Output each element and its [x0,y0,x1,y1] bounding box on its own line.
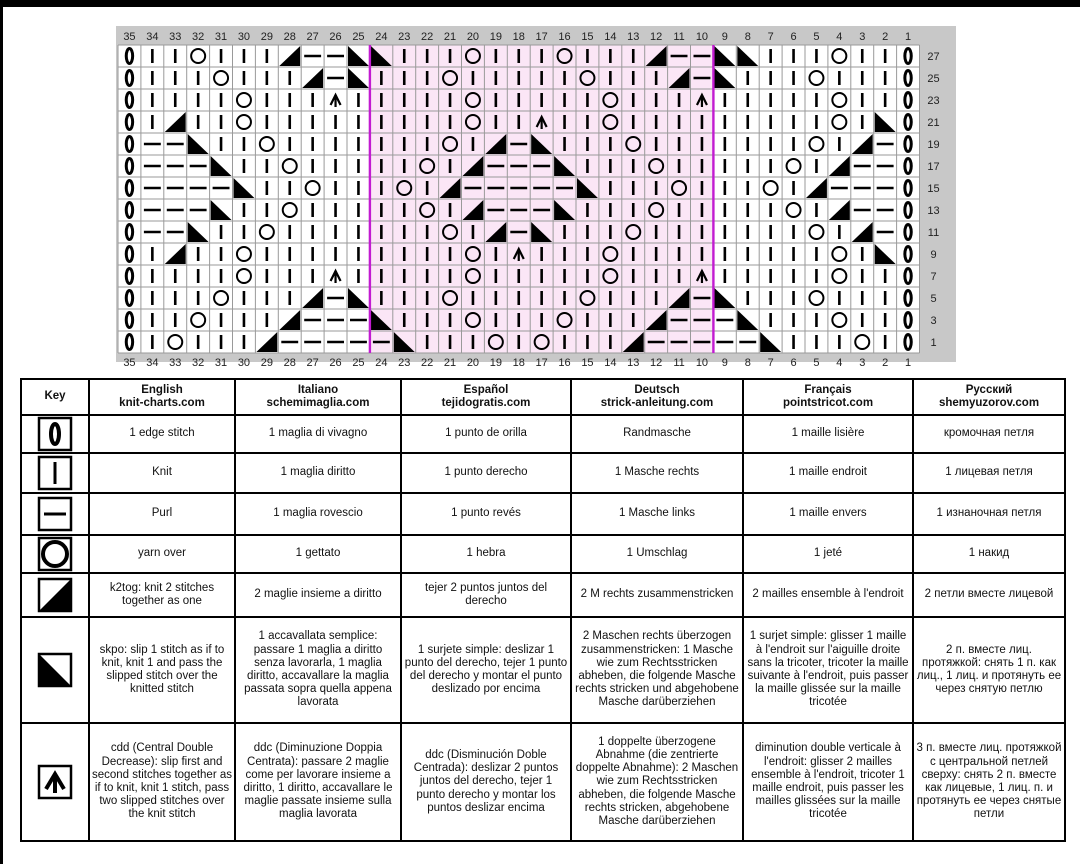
col-number-bottom: 12 [650,357,663,369]
legend-description: 1 punto de orilla [401,415,571,453]
header-site: schemimaglia.com [266,397,370,409]
col-number-top: 26 [329,31,342,43]
legend-row-knit [21,453,1065,493]
skpo-icon [37,652,73,688]
legend-key-cell [21,415,89,453]
legend-description: k2tog: knit 2 stitches together as one [89,573,235,617]
legend-key-cell [21,493,89,535]
col-number-bottom: 29 [260,357,273,369]
col-number-bottom: 28 [283,357,296,369]
legend-header-cell [743,379,913,415]
col-number-top: 10 [695,31,709,43]
col-number-bottom: 19 [489,357,502,369]
legend-key-cell [21,573,89,617]
legend-description: 1 Umschlag [571,535,743,573]
col-number-top: 22 [421,31,434,43]
col-number-top: 8 [744,31,751,43]
legend-description: 1 лицевая петля [913,453,1065,493]
legend-description: 1 surjete simple: deslizar 1 punto del derecho, tejer 1 punto del derecho y montar el punto deslizado por encima [401,617,571,723]
legend-description: 2 mailles ensemble à l'endroit [743,573,913,617]
legend-description: Purl [89,493,235,535]
header-site: tejidogratis.com [441,397,531,409]
col-number-bottom: 13 [627,357,640,369]
legend-key-cell [21,453,89,493]
legend-description: 1 punto revés [401,493,571,535]
row-number: 7 [930,271,937,283]
col-number-top: 7 [767,31,774,43]
legend-key-cell [21,723,89,841]
legend-description: skpo: slip 1 stitch as if to knit, knit 1 and pass the slipped stitch over the knitted stitch [89,617,235,723]
header-language: Español [463,383,509,396]
header-site: strick-anleitung.com [600,397,714,409]
col-number-top: 19 [489,31,502,43]
col-number-bottom: 3 [859,357,866,369]
col-number-bottom: 34 [146,357,159,369]
legend-description: кромочная петля [913,415,1065,453]
legend-row-edge-stitch [21,415,1065,453]
legend-header-cell [21,379,89,415]
legend-description: 1 jeté [743,535,913,573]
legend-description: 1 maglia diritto [235,453,401,493]
col-number-bottom: 25 [352,357,365,369]
legend-description: 1 maille endroit [743,453,913,493]
knit-icon [37,455,73,491]
col-number-top: 28 [283,31,296,43]
row-number: 15 [927,183,940,195]
col-number-bottom: 7 [767,357,774,369]
legend-body [21,415,1065,841]
col-number-bottom: 33 [169,357,182,369]
legend-header-cell [571,379,743,415]
row-number: 23 [927,95,940,107]
legend-description: 1 maglia rovescio [235,493,401,535]
legend-header-cell [89,379,235,415]
edge-stitch-icon [37,416,73,452]
col-number-top: 17 [535,31,548,43]
col-number-top: 33 [169,31,182,43]
knitting-chart [116,26,956,367]
col-number-top: 1 [904,31,912,43]
row-number: 1 [930,337,937,349]
col-number-bottom: 18 [512,357,525,369]
cdd-icon [37,764,73,800]
col-number-bottom: 11 [673,357,685,369]
col-number-top: 34 [146,31,159,43]
col-number-top: 35 [123,31,136,43]
header-language: Русский [965,383,1013,396]
legend-row-k2tog [21,573,1065,617]
header-language: Italiano [297,383,339,396]
col-number-top: 32 [192,31,205,43]
legend-description: 2 петли вместе лицевой [913,573,1065,617]
col-number-top: 30 [237,31,251,43]
col-number-bottom: 30 [237,357,251,369]
legend-key-cell [21,617,89,723]
legend-description: 1 maglia di vivagno [235,415,401,453]
k2tog-icon [37,577,73,613]
col-number-bottom: 21 [443,357,457,369]
header-language: Deutsch [634,383,680,396]
row-number: 27 [927,51,940,63]
chart-grid [116,26,956,369]
legend-description: ddc (Disminución Doble Centrada): deslizar 2 puntos juntos del derecho, tejer 1 punto derecho y montar los puntos deslizar encima [401,723,571,841]
col-number-bottom: 6 [790,357,797,369]
legend-row-skpo [21,617,1065,723]
legend-description: 2 maglie insieme a diritto [235,573,401,617]
row-number: 21 [927,117,940,129]
top-border [0,0,1080,7]
col-number-top: 24 [375,31,388,43]
col-number-bottom: 14 [604,357,617,369]
col-number-bottom: 9 [721,357,728,369]
col-number-bottom: 1 [904,357,912,369]
col-number-top: 3 [859,31,866,43]
header-site: shemyuzorov.com [938,397,1040,409]
legend-description: yarn over [89,535,235,573]
legend-description: 1 punto derecho [401,453,571,493]
header-site: pointstricot.com [782,397,874,409]
col-number-top: 9 [721,31,728,43]
col-number-top: 13 [627,31,640,43]
legend-description: 1 surjet simple: glisser 1 maille à l'endroit sur l'aiguille droite sans la tricoter, tricoter la maille suivante à l'endroit, puis passer la maille glissée sur la maille tricotée [743,617,913,723]
col-number-bottom: 20 [466,357,480,369]
legend-description: 1 doppelte überzogene Abnahme (die zentrierte doppelte Abnahme): 2 Maschen wie zum Rechtsstricken abheben, die folgende Masche rechts stricken, abgehobene Masche darüberziehen [571,723,743,841]
legend-header-cell [913,379,1065,415]
legend-header-cell [235,379,401,415]
legend-description: Knit [89,453,235,493]
header-site: knit-charts.com [119,397,205,409]
legend-table [20,378,1066,842]
legend-description: 1 Masche rechts [571,453,743,493]
col-number-bottom: 15 [581,357,594,369]
col-number-bottom: 31 [214,357,228,369]
col-number-bottom: 22 [421,357,434,369]
col-number-bottom: 5 [813,357,820,369]
legend-description: 2 M rechts zusammenstricken [571,573,743,617]
header-language: Key [44,390,66,403]
header-language: English [141,383,183,396]
legend-description: 1 accavallata semplice: passare 1 maglia a diritto senza lavorarla, 1 maglia diritto, accavallare la maglia passata sopra quella appena lavorata [235,617,401,723]
legend-description: 1 gettato [235,535,401,573]
legend-description: 1 изнаночная петля [913,493,1065,535]
col-number-top: 2 [882,31,889,43]
col-number-top: 18 [512,31,525,43]
legend-description: 1 edge stitch [89,415,235,453]
col-number-top: 14 [604,31,617,43]
col-number-top: 25 [352,31,365,43]
legend-description: ddc (Diminuzione Doppia Centrata): passare 2 maglie come per lavorare insieme a diritto, 1 diritto, accavallare le maglie passate insieme sulla maglia lavorata [235,723,401,841]
legend-description: tejer 2 puntos juntos del derecho [401,573,571,617]
legend-description: Randmasche [571,415,743,453]
col-number-bottom: 10 [695,357,709,369]
col-number-top: 4 [836,31,843,43]
col-number-top: 23 [398,31,411,43]
legend-description: 1 Masche links [571,493,743,535]
col-number-bottom: 8 [744,357,751,369]
col-number-top: 5 [813,31,820,43]
row-number: 5 [930,293,937,305]
col-number-top: 11 [673,31,685,43]
left-border [0,0,3,864]
yarn-over-icon [37,536,73,572]
col-number-top: 6 [790,31,797,43]
legend-description: 1 maille envers [743,493,913,535]
purl-icon [37,496,73,532]
col-number-top: 27 [306,31,319,43]
col-number-bottom: 32 [192,357,205,369]
col-number-bottom: 35 [123,357,136,369]
col-number-bottom: 2 [882,357,889,369]
row-number: 17 [927,161,940,173]
col-number-top: 21 [443,31,457,43]
legend-description: 2 Maschen rechts überzogen zusammenstricken: 1 Masche wie zum Rechtsstricken abheben, die folgende Masche rechts stricken und abgehobene Masche darüberziehen [571,617,743,723]
legend-description: 3 п. вместе лиц. протяжкой с центральной петлей сверху: снять 2 п. вместе как лицевые, 1 лиц. п. и протянуть ее через снятые петли [913,723,1065,841]
row-number: 11 [927,227,940,239]
col-number-top: 15 [581,31,594,43]
legend-description: cdd (Central Double Decrease): slip first and second stitches together as if to knit, knit 1 stitch, pass two slipped stitches over the knit stitch [89,723,235,841]
row-number: 19 [927,139,940,151]
legend-header-row [21,379,1065,415]
col-number-bottom: 24 [375,357,388,369]
col-number-bottom: 16 [558,357,571,369]
legend-description: 1 maille lisière [743,415,913,453]
legend-row-cdd [21,723,1065,841]
legend-row-purl [21,493,1065,535]
row-number: 9 [930,249,937,261]
legend-header-cell [401,379,571,415]
col-number-bottom: 23 [398,357,411,369]
legend-description: 1 накид [913,535,1065,573]
col-number-top: 31 [214,31,228,43]
legend-description: 1 hebra [401,535,571,573]
row-number: 3 [930,315,937,327]
legend-description: 2 п. вместе лиц. протяжкой: снять 1 п. как лиц., 1 лиц. и протянуть ее через снятую петлю [913,617,1065,723]
col-number-top: 12 [650,31,663,43]
col-number-bottom: 4 [836,357,843,369]
col-number-bottom: 17 [535,357,548,369]
col-number-bottom: 26 [329,357,342,369]
header-language: Français [804,383,852,396]
row-number: 13 [927,205,940,217]
row-number: 25 [927,73,940,85]
legend-description: diminution double verticale à l'endroit: glisser 2 mailles ensemble à l'endroit, tricoter 1 maille endroit, puis passer les mailles glissées sur la maille tricotée [743,723,913,841]
col-number-top: 20 [466,31,480,43]
col-number-top: 29 [260,31,273,43]
legend-row-yarn-over [21,535,1065,573]
col-number-top: 16 [558,31,571,43]
col-number-bottom: 27 [306,357,319,369]
legend-key-cell [21,535,89,573]
